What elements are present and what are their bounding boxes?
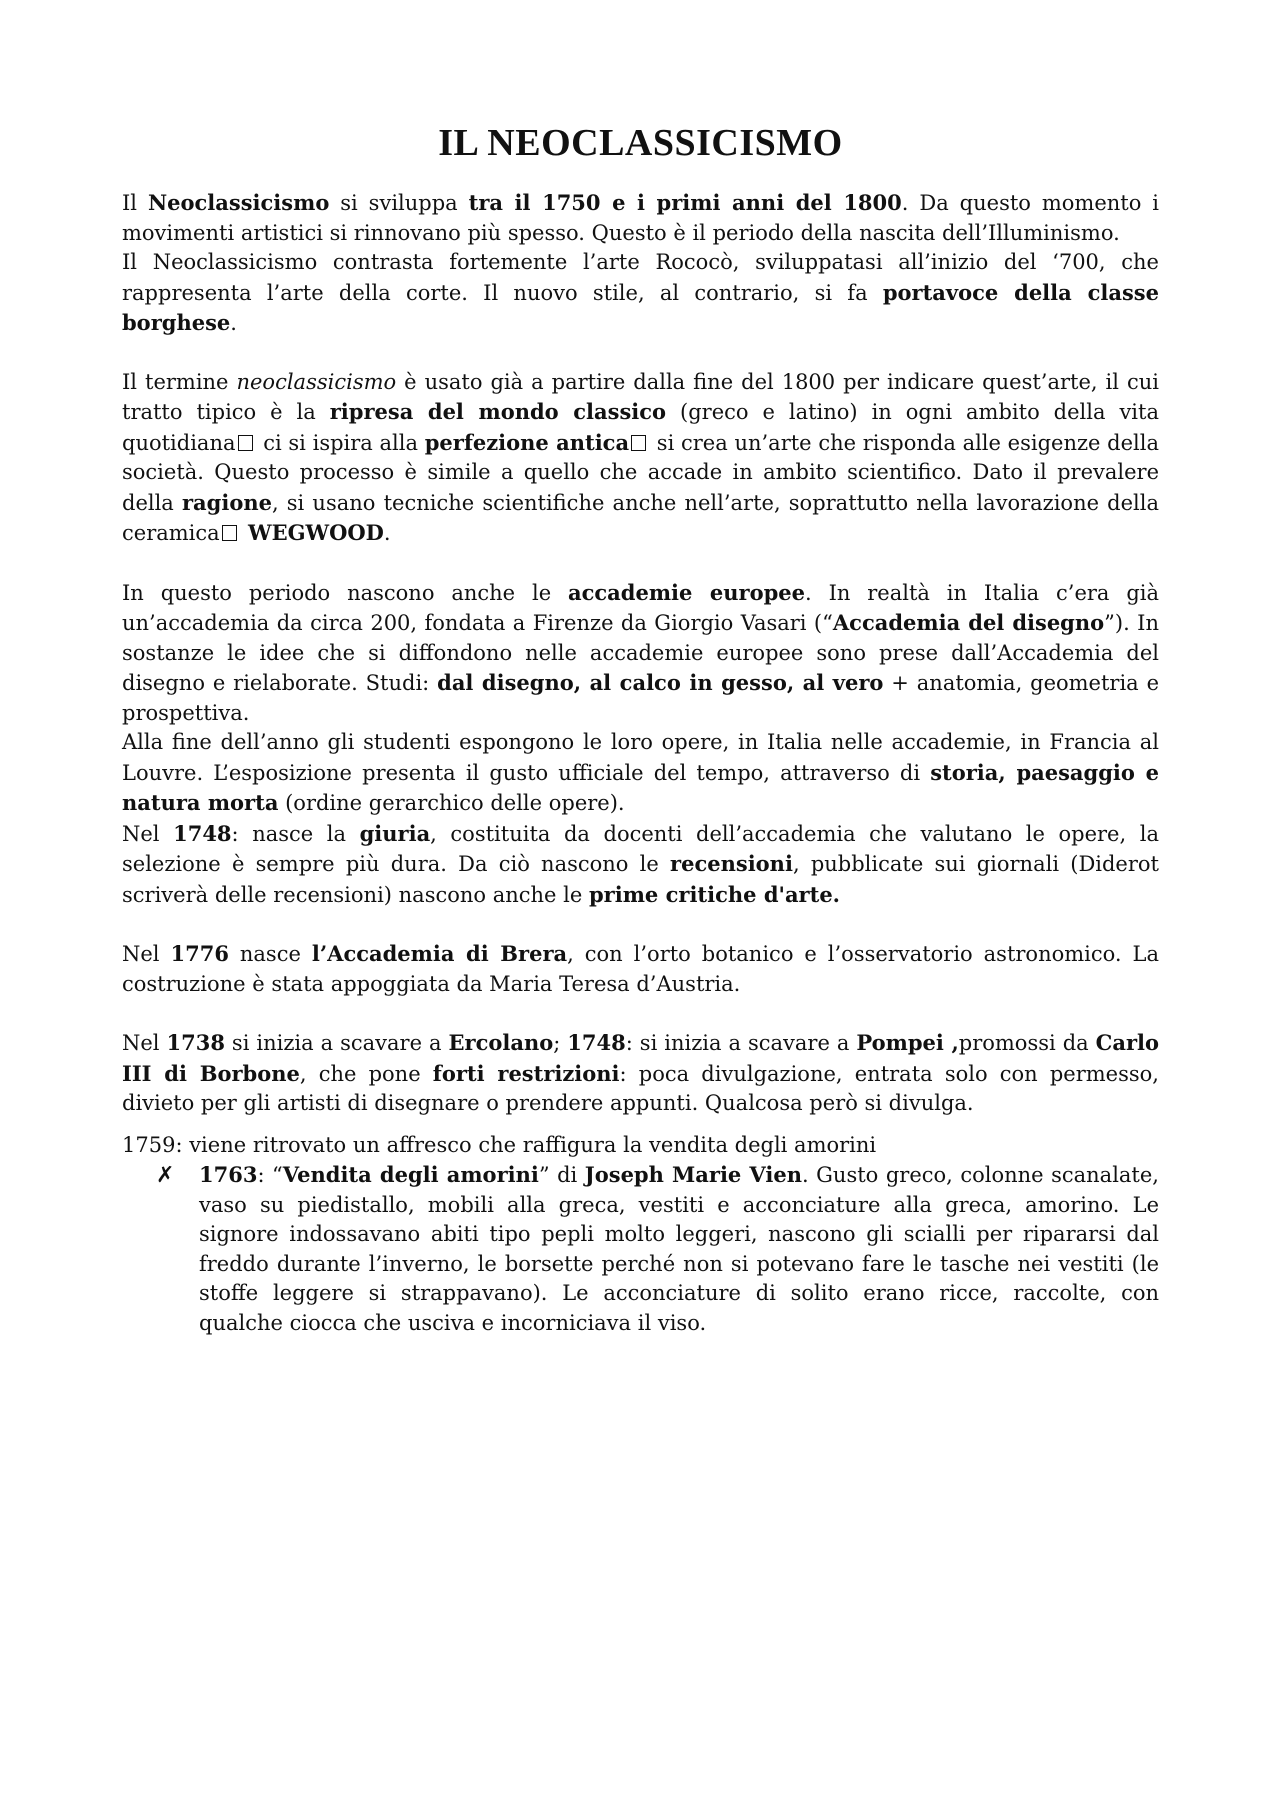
bold-text: 1763	[199, 1162, 258, 1187]
text: : “	[257, 1163, 283, 1187]
paragraph-intro	[122, 188, 1159, 248]
bold-text: recensioni	[670, 851, 793, 876]
bold-text: l’Accademia di Brera	[311, 941, 568, 966]
bold-text: Neoclassicismo	[147, 190, 330, 215]
text: , con l’orto botanico e l’osservatorio astronomico. La costruzione è stata appoggiata da Maria Teresa d’Austria.	[122, 942, 1159, 996]
bold-text: Carlo III di Borbone	[122, 1030, 1159, 1086]
bold-text: Ercolano	[448, 1030, 554, 1055]
text: : nasce la	[231, 821, 360, 846]
paragraph-excavations	[122, 1028, 1159, 1119]
text: .	[230, 311, 237, 335]
text: si crea un’arte che risponda alle esigenze della società. Questo processo è simile a quello che accade in ambito scientifico. Dato il prevalere della	[122, 430, 1160, 515]
bold-text: ripresa del mondo classico	[329, 399, 667, 424]
text: Alla fine dell’anno gli studenti espongono le loro opere, in Italia nelle accademie, in Francia al Louvre. L’esposizione presenta il gusto ufficiale del tempo, attraverso di	[122, 730, 1159, 785]
bold-text: giuria	[359, 820, 431, 846]
page-title: IL NEOCLASSICISMO	[438, 122, 843, 164]
bold-text: prime critiche d'arte.	[588, 881, 840, 907]
bold-text: Vendita degli amorini	[282, 1162, 539, 1187]
text: .	[383, 521, 391, 545]
bold-text: ragione	[181, 489, 272, 515]
text: si sviluppa	[329, 191, 469, 215]
text: , si usano tecniche scientifiche anche nell’arte, soprattutto nella lavorazione della ceramica	[122, 490, 1160, 545]
text: promossi da	[958, 1031, 1096, 1055]
bold-text: forti restrizioni	[432, 1060, 620, 1086]
paragraph-term	[122, 368, 1159, 549]
text: Il termine	[122, 369, 237, 394]
text: + anatomia, geometria e prospettiva.	[122, 671, 1160, 725]
bold-text: tra il 1750 e i primi anni del 1800	[468, 190, 902, 215]
bold-text: 1738	[166, 1030, 225, 1055]
bold-text: 1776	[170, 941, 229, 966]
bold-text: Accademia del disegno	[832, 610, 1105, 635]
bold-text: 1748	[173, 820, 232, 846]
text: è usato già a partire dalla fine del 1800 per indicare quest’arte, il cui tratto tipico è la	[122, 369, 1159, 424]
text: Nel	[122, 821, 174, 846]
paragraph-fresco: 1759: viene ritrovato un affresco che raffigura la vendita degli amorini	[122, 1132, 877, 1157]
box-symbol-icon	[631, 435, 646, 451]
paragraph-brera	[122, 939, 1159, 999]
cross-bullet-icon: ✗	[156, 1163, 175, 1188]
paragraph-exhibition	[122, 728, 1159, 819]
text: Nel	[122, 942, 171, 966]
paragraph-jury	[122, 819, 1159, 911]
bold-text: dal disegno, al calco in gesso, al vero	[437, 670, 884, 695]
bold-text: Pompei ,	[856, 1030, 959, 1055]
text: . In realtà in Italia c’era già un’accademia da circa 200, fondata a Firenze da Giorgio Vasari (“	[122, 580, 1159, 635]
box-symbol-icon	[222, 525, 237, 541]
document-page	[122, 120, 1159, 1338]
bold-text: Joseph Marie Vien	[584, 1162, 802, 1187]
italic-text: neoclassicismo	[236, 369, 397, 394]
bold-text: portavoce della classe borghese	[122, 279, 1159, 335]
list-item	[199, 1160, 1159, 1338]
text: , costituita da docenti dell’accademia che valutano le opere, la selezione è sempre più dura. Da ciò nascono le	[122, 821, 1159, 876]
text: : poca divulgazione, entrata solo con permesso, divieto per gli artisti di disegnare o prendere appunti. Qualcosa però si divulga.	[122, 1061, 1159, 1115]
text: nasce	[228, 942, 312, 966]
text: Nel	[122, 1031, 167, 1055]
paragraph-rococo	[122, 248, 1159, 339]
text: Il Neoclassicismo contrasta fortemente l’arte Rococò, sviluppatasi all’inizio del ‘700, che rappresenta l’arte della corte. Il nuovo stile, al contrario, si fa	[122, 250, 1159, 305]
text: (ordine gerarchico delle opere).	[278, 791, 625, 815]
text: , pubblicate sui giornali (Diderot scriverà delle recensioni) nascono anche le	[122, 852, 1159, 907]
bold-text: perfezione antica	[424, 429, 630, 455]
text: ”). In sostanze le idee che si diffondono nelle accademie europee sono prese dall’Accademia del disegno e rielaborate. Studi:	[122, 611, 1159, 695]
bold-text: accademie europee	[568, 579, 806, 605]
bullet-list	[156, 1160, 1159, 1338]
box-symbol-icon	[238, 435, 253, 451]
text: Il	[122, 191, 148, 215]
bold-text: WEGWOOD	[240, 520, 384, 545]
text: . Gusto greco, colonne scanalate, vaso su piedistallo, mobili alla greca, vestiti e acconciature alla greca, amorino. Le signore indossavano abiti tipo pepli molto leggeri, nascono gli scialli per ripararsi dal freddo durante l’inverno, le borsette perché non si potevano fare le tasche nei vestiti (le stoffe leggere si strappavano). Le acconciature di solito erano ricce, raccolte, con qualche ciocca che usciva e incorniciava il viso.	[199, 1163, 1159, 1335]
text: ci si ispira alla	[256, 430, 425, 455]
text: ;	[553, 1031, 568, 1055]
bold-text: storia, paesaggio e natura morta	[122, 759, 1159, 815]
text: . Da questo momento i movimenti artistici si rinnovano più spesso. Questo è il periodo della nascita dell’Illuminismo.	[122, 191, 1160, 245]
text: (greco e latino) in ogni ambito della vita quotidiana	[122, 400, 1159, 455]
text: , che pone	[299, 1061, 433, 1086]
bold-text: 1748	[567, 1030, 626, 1055]
text: In questo periodo nascono anche le	[122, 580, 568, 605]
text: ” di	[538, 1163, 585, 1187]
paragraph-academies	[122, 578, 1159, 729]
text: si inizia a scavare a	[224, 1031, 449, 1055]
text: : si inizia a scavare a	[625, 1031, 857, 1055]
